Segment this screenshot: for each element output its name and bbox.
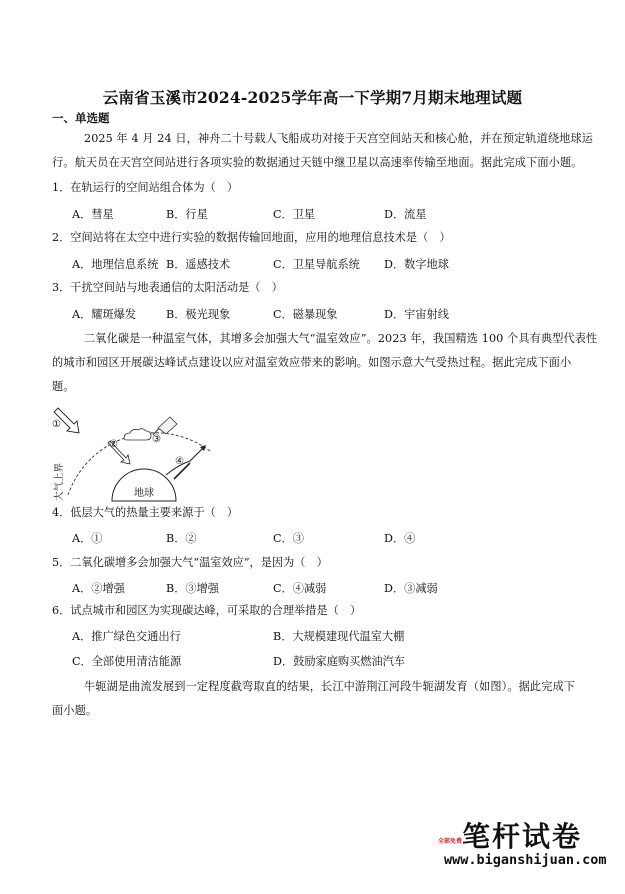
label-1: ① xyxy=(52,419,61,430)
question-2-option-c[interactable]: C．卫星导航系统 xyxy=(273,258,360,271)
question-2-option-a[interactable]: A．地理信息系统 xyxy=(72,258,159,271)
label-4: ④ xyxy=(175,456,184,467)
question-3-option-a[interactable]: A．耀斑爆发 xyxy=(72,308,137,321)
passage-2-line-1: 二氧化碳是一种温室气体，其增多会加强大气“温室效应”。2023 年，我国精选 100 个具有典型代表性 xyxy=(84,332,598,345)
passage-3-line-1: 牛轭湖是曲流发展到一定程度截弯取直的结果，长江中游荆江河段牛轭湖发育（如图）。据此完成下 xyxy=(84,680,576,693)
watermark-url[interactable]: www.biganshijuan.com xyxy=(444,852,607,868)
question-1-option-a[interactable]: A．彗星 xyxy=(72,208,114,221)
passage-2-line-3: 题。 xyxy=(52,380,75,393)
question-6-option-b[interactable]: B．大规模建现代温室大棚 xyxy=(273,630,405,643)
watermark-badge: 全部免费 xyxy=(438,838,463,845)
question-5-option-b[interactable]: B．③增强 xyxy=(166,582,219,595)
label-2: ② xyxy=(109,439,118,450)
question-4-option-a[interactable]: A．① xyxy=(72,532,103,545)
question-4-option-b[interactable]: B．② xyxy=(166,532,197,545)
question-5-option-a[interactable]: A．②增强 xyxy=(72,582,125,595)
watermark-logo: 笔杆试卷 xyxy=(462,820,583,853)
question-3-stem: 3．干扰空间站与地表通信的太阳活动是（ ） xyxy=(52,281,283,294)
question-4-option-c[interactable]: C．③ xyxy=(273,532,304,545)
atmosphere-top-label: 大气上界 xyxy=(54,462,65,501)
passage-2-line-2: 的城市和园区开展碳达峰试点建设以应对温室效应带来的影响。如图示意大气受热过程。据此完成下面小 xyxy=(52,356,572,369)
question-2-option-b[interactable]: B．遥感技术 xyxy=(166,258,231,271)
question-1-option-d[interactable]: D．流星 xyxy=(384,208,427,221)
passage-3-line-2: 面小题。 xyxy=(52,704,98,717)
page-title: 云南省玉溪市2024-2025学年高一下学期7月期末地理试题 xyxy=(102,88,523,107)
cloud-icon xyxy=(124,429,151,440)
reflection-wedge-icon xyxy=(158,417,177,434)
question-1-option-c[interactable]: C．卫星 xyxy=(273,208,316,221)
question-3-option-d[interactable]: D．宇宙射线 xyxy=(384,308,449,321)
question-4-stem: 4．低层大气的热量主要来源于（ ） xyxy=(52,506,239,519)
question-2-stem: 2．空间站将在太空中进行实验的数据传输回地面，应用的地理信息技术是（ ） xyxy=(52,231,451,244)
question-3-option-b[interactable]: B．极光现象 xyxy=(166,308,231,321)
section-heading: 一、单选题 xyxy=(52,111,110,125)
label-3: ③ xyxy=(152,434,161,445)
question-6-option-d[interactable]: D．鼓励家庭购买燃油汽车 xyxy=(273,655,406,668)
ground-longwave-arrow xyxy=(166,447,204,475)
question-1-option-b[interactable]: B．行星 xyxy=(166,208,208,221)
question-3-option-c[interactable]: C．磁暴现象 xyxy=(273,308,338,321)
question-6-stem: 6．试点城市和园区为实现碳达峰，可采取的合理举措是（ ） xyxy=(52,604,362,617)
atmosphere-heating-diagram xyxy=(50,403,220,503)
question-2-option-d[interactable]: D．数字地球 xyxy=(384,258,449,271)
question-5-option-c[interactable]: C．④减弱 xyxy=(273,582,327,595)
earth-label: 地球 xyxy=(134,488,154,499)
question-4-option-d[interactable]: D．④ xyxy=(384,532,416,545)
question-5-option-d[interactable]: D．③减弱 xyxy=(384,582,438,595)
passage-1-line-2: 行。航天员在天宫空间站进行各项实验的数据通过天链中继卫星以高速率传输至地面。据此完成下面小题。 xyxy=(52,156,583,169)
question-6-option-c[interactable]: C．全部使用清洁能源 xyxy=(72,655,182,668)
question-6-option-a[interactable]: A．推广绿色交通出行 xyxy=(72,630,181,643)
question-5-stem: 5．二氧化碳增多会加强大气“温室效应”，是因为（ ） xyxy=(52,556,328,569)
passage-1-line-1: 2025 年 4 月 24 日，神舟二十号载人飞船成功对接于天宫空间站天和核心舱，并在预定轨道绕地球运 xyxy=(84,132,594,145)
question-1-stem: 1．在轨运行的空间站组合体为（ ） xyxy=(52,181,239,194)
